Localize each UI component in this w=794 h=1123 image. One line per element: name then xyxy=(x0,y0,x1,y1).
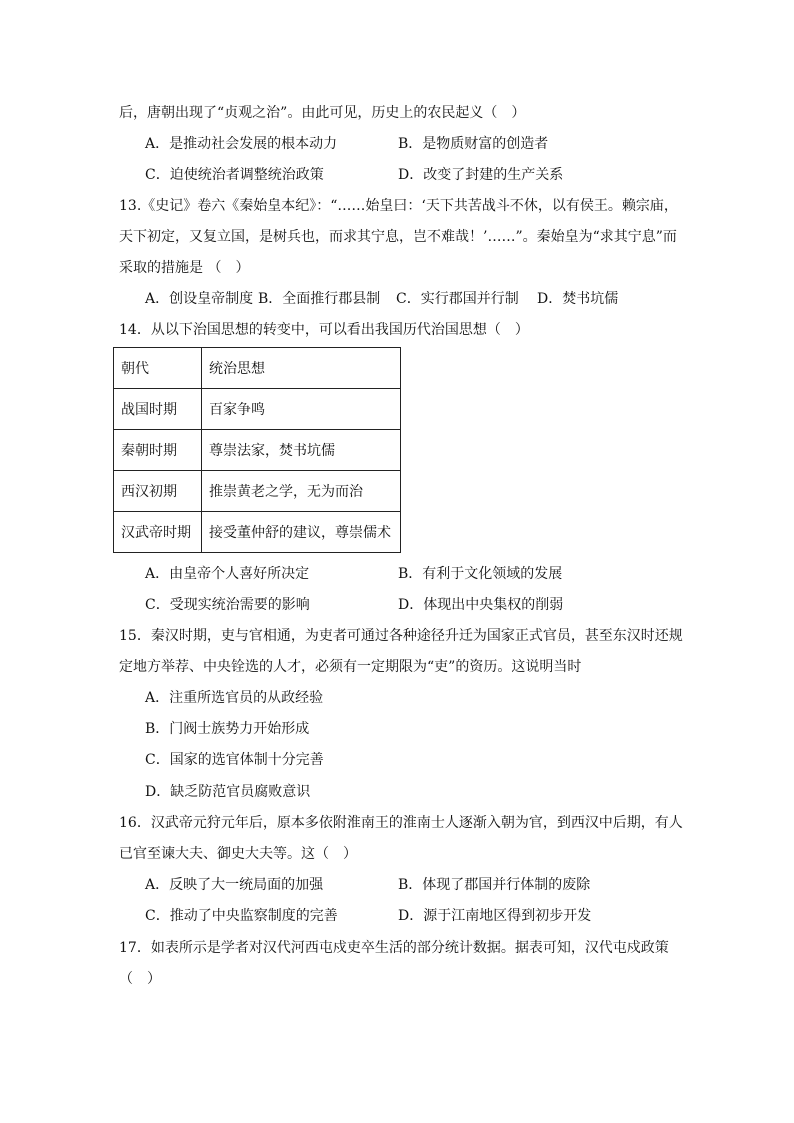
q13-stem-line-2: 天下初定，又复立国，是树兵也，而求其宁息，岂不难哉！’……”。秦始皇为“求其宁息”而 xyxy=(119,229,677,245)
table-row xyxy=(114,389,401,430)
q14-option-d[interactable]: D．体现出中央集权的削弱 xyxy=(398,597,564,613)
q15-option-b[interactable]: B．门阀士族势力开始形成 xyxy=(145,721,310,737)
q13-stem-line-1: 13.《史记》卷六《秦始皇本纪》：“……始皇曰：‘天下共苦战斗不休，以有侯王。赖宗庙， xyxy=(119,198,678,214)
q14-option-a[interactable]: A．由皇帝个人喜好所决定 xyxy=(145,566,310,582)
table-row xyxy=(114,512,401,553)
q13-option-b[interactable]: B．全面推行郡县制 xyxy=(258,291,381,307)
q12-stem-tail: 后，唐朝出现了“贞观之治”。由此可见，历史上的农民起义（ ） xyxy=(119,105,526,121)
q14-option-b[interactable]: B．有利于文化领域的发展 xyxy=(398,566,563,582)
table-header-thought: 统治思想 xyxy=(202,348,401,389)
table-cell-thought: 百家争鸣 xyxy=(202,389,401,430)
q15-stem-line-2: 定地方举荐、中央铨选的人才，必须有一定期限为“吏”的资历。这说明当时 xyxy=(119,659,582,675)
table-cell-dynasty: 秦朝时期 xyxy=(114,430,202,471)
table-cell-thought: 接受董仲舒的建议，尊崇儒术 xyxy=(202,512,401,553)
q14-option-c[interactable]: C．受现实统治需要的影响 xyxy=(145,597,310,613)
table-header-row xyxy=(114,348,401,389)
q16-stem-line-1: 16．汉武帝元狩元年后，原本多依附淮南王的淮南士人逐渐入朝为官，到西汉中后期，有人 xyxy=(119,815,683,831)
q12-option-c[interactable]: C．迫使统治者调整统治政策 xyxy=(145,167,324,183)
q16-option-b[interactable]: B．体现了郡国并行体制的废除 xyxy=(398,877,591,893)
q16-option-c[interactable]: C．推动了中央监察制度的完善 xyxy=(145,908,338,924)
governance-thought-table xyxy=(113,347,401,553)
q16-option-a[interactable]: A．反映了大一统局面的加强 xyxy=(145,877,324,893)
q13-option-c[interactable]: C．实行郡国并行制 xyxy=(396,291,519,307)
table-cell-thought: 尊崇法家，焚书坑儒 xyxy=(202,430,401,471)
q14-stem: 14．从以下治国思想的转变中，可以看出我国历代治国思想（ ） xyxy=(119,322,529,338)
q16-stem-line-2: 已官至谏大夫、御史大夫等。这（ ） xyxy=(119,846,357,862)
q13-option-a[interactable]: A．创设皇帝制度 xyxy=(145,291,254,307)
q12-option-a[interactable]: A．是推动社会发展的根本动力 xyxy=(145,136,338,152)
q17-stem-line-1: 17．如表所示是学者对汉代河西屯戍吏卒生活的部分统计数据。据表可知，汉代屯戍政策 xyxy=(119,940,669,956)
q13-option-d[interactable]: D．焚书坑儒 xyxy=(537,291,619,307)
table-cell-dynasty: 西汉初期 xyxy=(114,471,202,512)
q15-option-c[interactable]: C．国家的选官体制十分完善 xyxy=(145,752,324,768)
table-row xyxy=(114,430,401,471)
table-cell-dynasty: 汉武帝时期 xyxy=(114,512,202,553)
table-header-dynasty: 朝代 xyxy=(114,348,202,389)
q15-option-a[interactable]: A．注重所选官员的从政经验 xyxy=(145,690,324,706)
q13-stem-line-3: 采取的措施是 （ ） xyxy=(119,260,250,276)
table-cell-dynasty: 战国时期 xyxy=(114,389,202,430)
q15-stem-line-1: 15．秦汉时期，吏与官相通，为吏者可通过各种途径升迁为国家正式官员，甚至东汉时还规 xyxy=(119,628,683,644)
table-cell-thought: 推崇黄老之学，无为而治 xyxy=(202,471,401,512)
q15-option-d[interactable]: D．缺乏防范官员腐败意识 xyxy=(145,784,311,800)
table-row xyxy=(114,471,401,512)
q17-stem-line-2: （ ） xyxy=(119,971,161,987)
q16-option-d[interactable]: D．源于江南地区得到初步开发 xyxy=(398,908,592,924)
q12-option-d[interactable]: D．改变了封建的生产关系 xyxy=(398,167,564,183)
q12-option-b[interactable]: B．是物质财富的创造者 xyxy=(398,136,549,152)
